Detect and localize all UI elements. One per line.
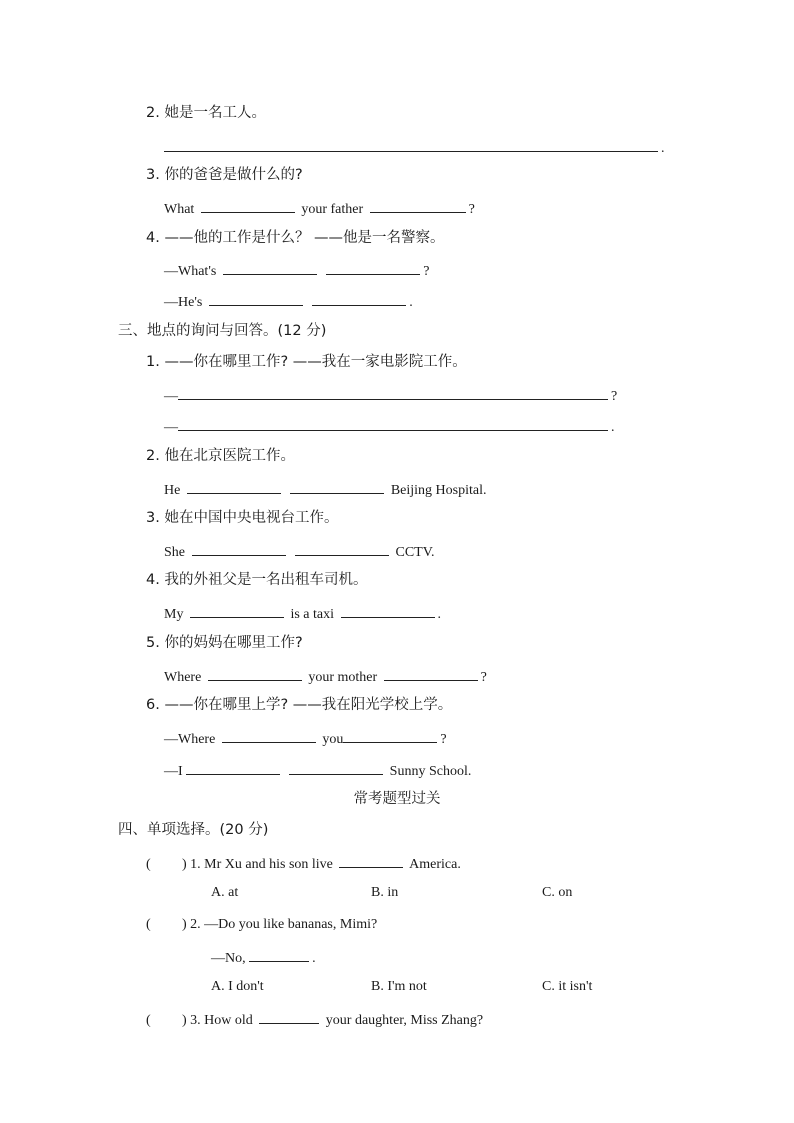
s3-q6-blank-1[interactable] [222,728,316,743]
q2-chinese: 她是一名工人。 [164,105,266,121]
s3-q4-answer-line [164,603,441,624]
paren-open: ( [146,917,151,932]
s3-q3-end: CCTV. [395,545,435,560]
s3-q3-number: 3. [146,510,160,526]
s3-q4-prompt [146,571,367,589]
s3-q6-blank-3[interactable] [186,760,280,775]
s4-q3-number: ) 3. [182,1013,201,1028]
s3-q6-line1-mid: you [322,732,344,747]
s3-q4-number: 4. [146,572,160,588]
s3-q3-chinese: 她在中国中央电视台工作。 [164,510,339,526]
s3-q6-chinese: ——你在哪里上学? ——我在阳光学校上学。 [164,697,453,713]
q3-blank-2[interactable] [370,198,466,213]
s3-q3-blank-1[interactable] [192,541,286,556]
q4-number: 4. [146,230,160,246]
s4-q2-line2-start: —No, [211,951,246,966]
s3-q1-chinese: ——你在哪里工作? ——我在一家电影院工作。 [164,354,467,370]
s4-q3-text-a: How old [204,1013,253,1028]
s3-q6-blank-2[interactable] [343,728,437,743]
s4-q1-number: ) 1. [182,857,201,872]
s3-q2-prompt [146,447,295,465]
s3-q6-line1-end: ? [440,732,447,747]
q4-chinese: ——他的工作是什么？ ——他是一名警察。 [164,230,445,246]
s4-q3-blank[interactable] [259,1009,319,1024]
q3-number: 3. [146,167,160,183]
q4-answer-line-1 [164,260,430,281]
q2-blank[interactable] [164,137,658,152]
section4-heading: 四、单项选择。(20 分) [118,822,269,838]
s3-q5-chinese: 你的妈妈在哪里工作? [164,635,303,651]
s4-q2-option-b[interactable]: B. I'm not [371,979,427,994]
subtitle: 常考题型过关 [353,791,441,807]
s3-q6-line1-start: —Where [164,732,216,747]
q4-line1-end: ? [423,264,430,279]
q4-blank-2[interactable] [326,260,420,275]
s3-q2-start: He [164,483,181,498]
s3-q1-prompt [146,353,467,371]
s3-q6-prompt [146,696,452,714]
s4-q2-blank[interactable] [249,947,309,962]
s3-q1-answer-line-1 [164,385,617,406]
s3-q1-dash-2: — [164,420,178,435]
s3-q6-answer-line-2 [164,760,471,781]
s3-q3-blank-2[interactable] [295,541,389,556]
q4-blank-1[interactable] [223,260,317,275]
q4-prompt [146,229,445,247]
s4-q3-line [146,1009,483,1030]
s3-q6-blank-4[interactable] [289,760,383,775]
q3-word-your-father: your father [301,202,364,217]
s3-q4-start: My [164,607,184,622]
s3-q2-chinese: 他在北京医院工作。 [164,448,295,464]
s4-q2-number: ) 2. [182,917,201,932]
s3-q6-number: 6. [146,697,160,713]
s3-q3-answer-line [164,541,435,562]
s3-q5-start: Where [164,670,202,685]
s4-q2-line [146,916,377,934]
s3-q2-blank-1[interactable] [187,479,281,494]
s4-q1-text-b: America. [409,857,461,872]
paren-open: ( [146,1013,151,1028]
q4-blank-3[interactable] [209,291,303,306]
s4-q1-option-b[interactable]: B. in [371,885,399,900]
s3-q2-number: 2. [146,448,160,464]
q2-answer-line [164,137,665,158]
s4-q2-paren[interactable] [146,916,182,934]
s3-q4-chinese: 我的外祖父是一名出租车司机。 [164,572,368,588]
s4-q2-text: —Do you like bananas, Mimi? [204,917,378,932]
q4-line2-start: —He's [164,295,203,310]
q2-prompt [146,104,266,122]
q4-blank-4[interactable] [312,291,406,306]
s3-q1-end2: . [611,420,615,435]
s3-q1-number: 1. [146,354,160,370]
q3-blank-1[interactable] [201,198,295,213]
s3-q6-line2-start: —I [164,764,183,779]
s3-q1-answer-line-2 [164,416,615,437]
s3-q1-end1: ? [611,389,618,404]
s3-q2-answer-line [164,479,487,500]
s3-q6-line2-end: Sunny School. [389,764,472,779]
s3-q2-blank-2[interactable] [290,479,384,494]
s3-q5-end: ? [480,670,487,685]
s4-q3-text-b: your daughter, Miss Zhang? [325,1013,484,1028]
s3-q1-blank-1[interactable] [178,385,608,400]
s3-q5-blank-1[interactable] [208,666,302,681]
s4-q1-paren[interactable] [146,856,182,874]
s4-q1-option-c[interactable]: C. on [542,885,573,900]
s3-q4-mid: is a taxi [290,607,334,622]
s4-q2-option-a[interactable]: A. I don't [211,979,264,994]
paren-open: ( [146,857,151,872]
s3-q4-blank-1[interactable] [190,603,284,618]
s3-q3-start: She [164,545,185,560]
s4-q2-line2-end: . [312,951,316,966]
q3-word-what: What [164,202,195,217]
q3-prompt [146,166,303,184]
s4-q2-option-c[interactable]: C. it isn't [542,979,593,994]
q2-number: 2. [146,105,160,121]
s4-q2-line-2 [211,947,316,968]
q4-line1-start: —What's [164,264,217,279]
s3-q5-prompt [146,634,303,652]
s3-q5-mid: your mother [308,670,378,685]
s4-q1-text-a: Mr Xu and his son live [204,857,333,872]
s3-q4-end: . [437,607,441,622]
q3-end-punct: ? [468,202,475,217]
s3-q5-answer-line [164,666,487,687]
q3-chinese: 你的爸爸是做什么的? [164,167,303,183]
s3-q2-end: Beijing Hospital. [390,483,487,498]
s3-q3-prompt [146,509,338,527]
s3-q5-number: 5. [146,635,160,651]
s4-q3-paren[interactable] [146,1012,182,1030]
s3-q1-dash-1: — [164,389,178,404]
s3-q4-blank-2[interactable] [341,603,435,618]
s4-q1-line [146,853,461,874]
section3-heading: 三、地点的询问与回答。(12 分) [118,323,327,339]
s3-q1-blank-2[interactable] [178,416,608,431]
q2-end-punct: . [661,141,665,156]
q4-line2-end: . [409,295,413,310]
s4-q1-blank[interactable] [339,853,403,868]
s3-q5-blank-2[interactable] [384,666,478,681]
q3-answer-line [164,198,475,219]
s4-q1-option-a[interactable]: A. at [211,885,239,900]
s3-q6-answer-line-1 [164,728,447,749]
q4-answer-line-2 [164,291,413,312]
